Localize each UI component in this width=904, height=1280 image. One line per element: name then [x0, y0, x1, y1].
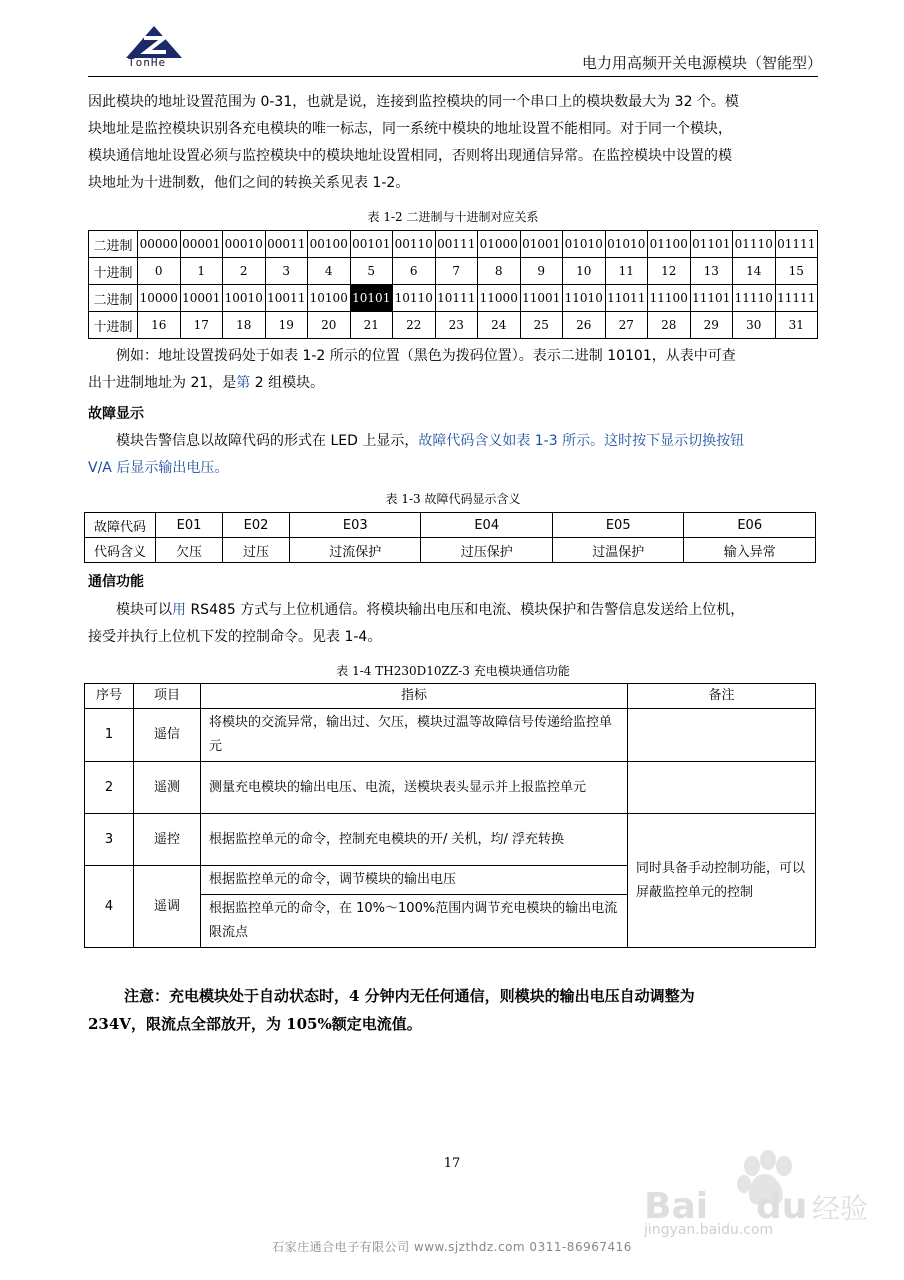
header-spec: 指标 [201, 684, 628, 709]
fault-line: V/A 后显示输出电压。 [88, 460, 229, 476]
table-cell: 11101 [690, 285, 733, 312]
row-remark: 同时具备手动控制功能，可以屏蔽监控单元的控制 [628, 814, 816, 948]
comm-line: 模块可以用 RS485 方式与上位机通信。将模块输出电压和电流、模块保护和告警信息发送给上位机， [116, 602, 745, 618]
table-cell: 3 [265, 258, 308, 285]
fault-code-cell: E01 [156, 513, 223, 538]
table-row [89, 258, 818, 285]
note-paragraph [88, 982, 818, 1038]
table-cell: 19 [265, 312, 308, 339]
fault-meaning-cell: 过压 [223, 538, 290, 563]
table-cell: 0 [138, 258, 181, 285]
table-cell: 28 [648, 312, 691, 339]
footer: 石家庄通合电子有限公司 www.sjzthdz.com 0311-86967416 [272, 1240, 632, 1254]
fault-meaning-cell: 欠压 [156, 538, 223, 563]
table-cell: 16 [138, 312, 181, 339]
table-cell: 11001 [520, 285, 563, 312]
row-item: 遥信 [134, 709, 201, 762]
svg-text:du: du [756, 1186, 808, 1227]
fault-code-cell: E04 [421, 513, 552, 538]
header-divider [88, 76, 818, 77]
row-no: 2 [85, 762, 134, 814]
table-row [89, 312, 818, 339]
row-no: 4 [85, 866, 134, 948]
svg-text:Bai: Bai [644, 1186, 709, 1227]
row-header: 二进制 [89, 285, 138, 312]
table-cell: 11000 [478, 285, 521, 312]
row-header: 二进制 [89, 231, 138, 258]
table-cell: 10001 [180, 285, 223, 312]
fault-meaning-cell: 输入异常 [684, 538, 816, 563]
fault-line: 模块告警信息以故障代码的形式在 LED 上显示，故障代码含义如表 1-3 所示。这时按下显示切换按钮 [116, 433, 745, 449]
fault-code-cell: E06 [684, 513, 816, 538]
table-cell: 10010 [223, 285, 266, 312]
table-cell: 11010 [563, 285, 606, 312]
intro-line: 块地址是监控模块识别各充电模块的唯一标志，同一系统中模块的地址设置不能相同。对于同一个模块， [88, 121, 732, 137]
table-cell: 31 [775, 312, 818, 339]
fault-code-cell: E03 [290, 513, 421, 538]
row-item: 遥调 [134, 866, 201, 948]
table-cell: 01110 [733, 231, 776, 258]
table-cell: 00010 [223, 231, 266, 258]
table-cell: 10000 [138, 285, 181, 312]
row-no: 3 [85, 814, 134, 866]
example-line: 出十进制地址为 21，是第 2 组模块。 [88, 375, 325, 391]
table-cell: 01101 [690, 231, 733, 258]
intro-paragraph [88, 89, 818, 197]
table-cell: 11 [605, 258, 648, 285]
table-cell: 21 [350, 312, 393, 339]
watermark-text: jingyan.baidu.com [644, 1222, 774, 1238]
table-cell: 1 [180, 258, 223, 285]
table-cell: 00011 [265, 231, 308, 258]
example-line: 例如：地址设置拨码处于如表 1-2 所示的位置（黑色为拨码位置）。表示二进制 10101，从表中可查 [116, 348, 736, 364]
table-cell: 8 [478, 258, 521, 285]
binary-decimal-table [88, 230, 818, 339]
table-row [89, 231, 818, 258]
fault-paragraph [88, 428, 818, 482]
table-cell: 9 [520, 258, 563, 285]
table-cell: 11100 [648, 285, 691, 312]
table-cell: 12 [648, 258, 691, 285]
row-header: 十进制 [89, 258, 138, 285]
row-no: 1 [85, 709, 134, 762]
table-cell: 30 [733, 312, 776, 339]
row-spec: 根据监控单元的命令，控制充电模块的开/ 关机，均/ 浮充转换 [201, 814, 628, 866]
table-cell: 11110 [733, 285, 776, 312]
page-number: 17 [443, 1156, 461, 1171]
table-cell: 23 [435, 312, 478, 339]
fault-meaning-cell: 过流保护 [290, 538, 421, 563]
table14-caption: 表 1-4 TH230D10ZZ-3 充电模块通信功能 [336, 664, 570, 678]
row-spec: 根据监控单元的命令，调节模块的输出电压 [201, 866, 628, 895]
table-cell: 10101 [350, 285, 393, 312]
table-cell: 14 [733, 258, 776, 285]
table-cell: 00110 [393, 231, 436, 258]
table-cell: 10111 [435, 285, 478, 312]
table-cell: 26 [563, 312, 606, 339]
row-item: 遥控 [134, 814, 201, 866]
table-cell: 10011 [265, 285, 308, 312]
row-spec: 根据监控单元的命令，在 10%～100%范围内调节充电模块的输出电流限流点 [201, 895, 628, 948]
fault-heading: 故障显示 [88, 406, 144, 422]
table-cell: 5 [350, 258, 393, 285]
table-cell: 7 [435, 258, 478, 285]
comm-function-table [84, 683, 816, 948]
table-cell: 00000 [138, 231, 181, 258]
note-line: 234V，限流点全部放开，为 105%额定电流值。 [88, 1015, 422, 1033]
svg-text:经验: 经验 [812, 1192, 869, 1225]
table-cell: 01111 [775, 231, 818, 258]
intro-line: 模块通信地址设置必须与监控模块中的模块地址设置相同，否则将出现通信异常。在监控模块中设置的模 [88, 148, 732, 164]
row-spec: 测量充电模块的输出电压、电流，送模块表头显示并上报监控单元 [201, 762, 628, 814]
intro-line: 块地址为十进制数，他们之间的转换关系见表 1-2。 [88, 175, 410, 191]
header-title: 电力用高频开关电源模块（智能型） [581, 54, 822, 72]
row-spec: 将模块的交流异常，输出过、欠压，模块过温等故障信号传递给监控单元 [201, 709, 628, 762]
fault-meaning-cell: 过压保护 [421, 538, 552, 563]
remark-empty [628, 762, 816, 814]
row-header: 代码含义 [85, 538, 156, 563]
table-cell: 18 [223, 312, 266, 339]
comm-heading: 通信功能 [88, 574, 144, 590]
table-cell: 01010 [563, 231, 606, 258]
table-cell: 00101 [350, 231, 393, 258]
table-cell: 17 [180, 312, 223, 339]
row-header: 故障代码 [85, 513, 156, 538]
table-cell: 01010 [605, 231, 648, 258]
table-cell: 10 [563, 258, 606, 285]
table-cell: 00111 [435, 231, 478, 258]
table-cell: 10100 [308, 285, 351, 312]
header-remark: 备注 [628, 684, 816, 709]
table-row [89, 285, 818, 312]
table-cell: 11111 [775, 285, 818, 312]
table-cell: 10110 [393, 285, 436, 312]
row-item: 遥测 [134, 762, 201, 814]
remark-empty [628, 709, 816, 762]
table-cell: 01000 [478, 231, 521, 258]
table-cell: 25 [520, 312, 563, 339]
table-cell: 01001 [520, 231, 563, 258]
table-cell: 00001 [180, 231, 223, 258]
fault-meaning-cell: 过温保护 [552, 538, 683, 563]
table-cell: 27 [605, 312, 648, 339]
intro-line: 因此模块的地址设置范围为 0-31，也就是说，连接到监控模块的同一个串口上的模块数最大为 32 个。模 [88, 94, 739, 110]
fault-code-cell: E05 [552, 513, 683, 538]
comm-line: 接受并执行上位机下发的控制命令。见表 1-4。 [88, 629, 382, 645]
row-header: 十进制 [89, 312, 138, 339]
table-cell: 22 [393, 312, 436, 339]
table-cell: 24 [478, 312, 521, 339]
fault-code-table [84, 512, 816, 563]
table-cell: 29 [690, 312, 733, 339]
table-cell: 6 [393, 258, 436, 285]
comm-paragraph [88, 597, 818, 651]
table-cell: 2 [223, 258, 266, 285]
fault-code-cell: E02 [223, 513, 290, 538]
table-cell: 01100 [648, 231, 691, 258]
table-cell: 20 [308, 312, 351, 339]
example-paragraph [88, 343, 818, 397]
table12-caption: 表 1-2 二进制与十进制对应关系 [367, 210, 539, 224]
table-cell: 13 [690, 258, 733, 285]
header-no: 序号 [85, 684, 134, 709]
table-cell: 11011 [605, 285, 648, 312]
table-cell: 15 [775, 258, 818, 285]
header-item: 项目 [134, 684, 201, 709]
table13-caption: 表 1-3 故障代码显示含义 [385, 492, 521, 506]
note-line: 注意：充电模块处于自动状态时，4 分钟内无任何通信，则模块的输出电压自动调整为 [124, 987, 695, 1005]
table-cell: 4 [308, 258, 351, 285]
logo-text: TonHe [128, 56, 167, 69]
table-cell: 00100 [308, 231, 351, 258]
